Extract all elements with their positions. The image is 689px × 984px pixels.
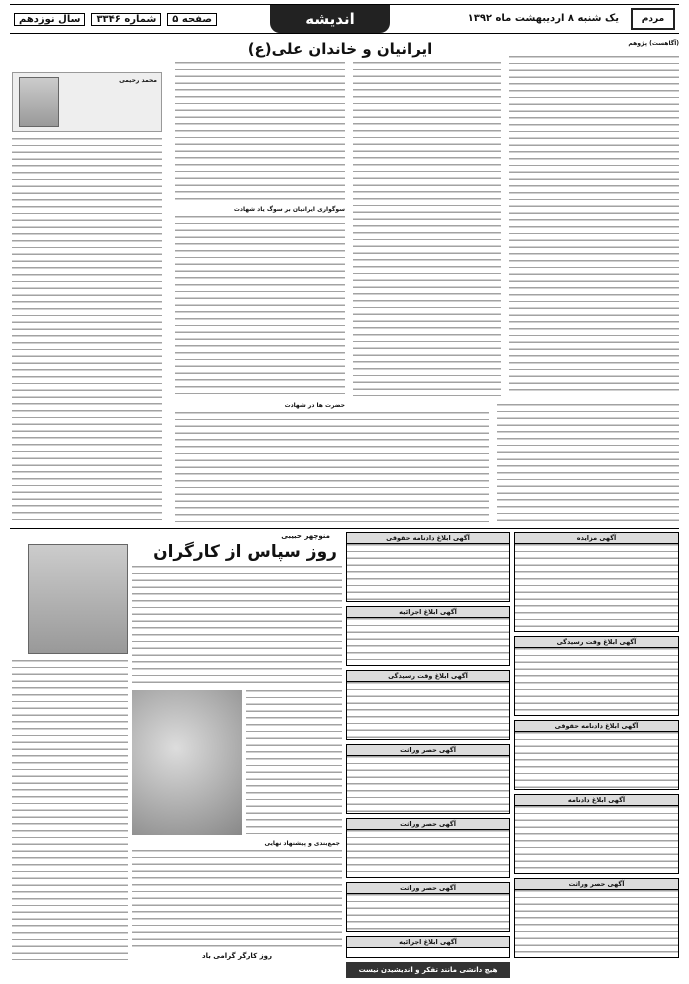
sidebar-author-name: محمد رحیمی bbox=[119, 77, 157, 84]
ad-text bbox=[347, 756, 509, 812]
ad-box-4 bbox=[346, 744, 510, 814]
ad-title: آگهی حصر وراثت bbox=[347, 883, 509, 894]
ad-title: آگهی حصر وراثت bbox=[347, 819, 509, 830]
ad-text bbox=[347, 682, 509, 738]
ad-text bbox=[347, 894, 509, 930]
ad-box-6 bbox=[346, 882, 510, 932]
ad-title: آگهی ابلاغ دادنامه حقوقی bbox=[515, 721, 678, 732]
ad-title: آگهی ابلاغ دادنامه حقوقی bbox=[347, 533, 509, 544]
ad-text bbox=[515, 648, 678, 714]
ad-title: آگهی ابلاغ وقت رسیدگی bbox=[347, 671, 509, 682]
ad-title: آگهی ابلاغ اجرائیه bbox=[347, 937, 509, 948]
ad-box-8 bbox=[514, 636, 679, 716]
ad-box-5 bbox=[346, 818, 510, 878]
masthead bbox=[10, 4, 679, 34]
feature-column-left bbox=[12, 660, 128, 960]
ad-text bbox=[515, 890, 678, 956]
feature-column-3 bbox=[132, 850, 342, 950]
main-article-column-1b bbox=[497, 404, 679, 522]
main-article-column-3b bbox=[175, 216, 345, 396]
ad-title: آگهی حصر وراثت bbox=[515, 879, 678, 890]
author-portrait bbox=[28, 544, 128, 654]
sidebar-author-box bbox=[12, 72, 162, 132]
ad-text bbox=[347, 830, 509, 876]
ad-box-1 bbox=[346, 532, 510, 602]
issue-number: شماره ۳۳۴۶ bbox=[91, 13, 161, 26]
date-line: یک شنبه ۸ اردیبهشت ماه ۱۳۹۲ bbox=[467, 13, 619, 24]
section-divider bbox=[10, 528, 679, 529]
feature-closing-line: روز کارگر گرامی باد bbox=[202, 952, 272, 960]
ad-box-3 bbox=[346, 670, 510, 740]
ad-box-11 bbox=[514, 878, 679, 958]
feature-column-2 bbox=[246, 690, 342, 835]
ad-text bbox=[515, 544, 678, 630]
ad-box-9 bbox=[514, 720, 679, 790]
ad-text bbox=[347, 618, 509, 664]
ad-text bbox=[347, 544, 509, 600]
ad-title: آگهی ابلاغ وقت رسیدگی bbox=[515, 637, 678, 648]
workers-illustration bbox=[132, 690, 242, 835]
page-number: صفحه ۵ bbox=[167, 13, 217, 26]
main-article-column-3 bbox=[175, 62, 345, 202]
ad-text bbox=[515, 806, 678, 872]
main-article-column-2 bbox=[353, 62, 501, 396]
main-article-column-1 bbox=[509, 56, 679, 396]
ad-box-7 bbox=[514, 532, 679, 632]
issue-meta bbox=[14, 13, 217, 26]
bottom-banner: هیچ دانشی مانند تفکر و اندیشیدن نیست bbox=[346, 962, 510, 978]
sidebar-column bbox=[12, 138, 162, 522]
main-article-title: ایرانیان و خاندان علی(ع) bbox=[247, 40, 433, 58]
feature-article-title: روز سپاس از کارگران bbox=[153, 542, 337, 562]
main-article-continuation bbox=[175, 412, 489, 522]
feature-caption: جمع‌بندی و پیشنهاد نهایی bbox=[264, 840, 340, 847]
newspaper-logo: مردم bbox=[631, 8, 675, 30]
ad-box-2 bbox=[346, 606, 510, 666]
article-byline: (آگاهست) پژوهم bbox=[628, 40, 679, 47]
ad-title: آگهی حصر وراثت bbox=[347, 745, 509, 756]
article-subhead: سوگواری ایرانیان بر سوگ یاد شهادت bbox=[233, 206, 345, 213]
ad-title: آگهی ابلاغ دادنامه bbox=[515, 795, 678, 806]
ad-title: آگهی ابلاغ اجرائیه bbox=[347, 607, 509, 618]
author-photo bbox=[19, 77, 59, 127]
volume-year: سال نوزدهم bbox=[14, 13, 85, 26]
ad-title: آگهی مزایده bbox=[515, 533, 678, 544]
ad-text bbox=[515, 732, 678, 788]
section-title: اندیشه bbox=[270, 5, 390, 33]
feature-column-1 bbox=[132, 566, 342, 686]
ad-box-12 bbox=[346, 936, 510, 958]
ad-box-10 bbox=[514, 794, 679, 874]
feature-author: منوچهر حبیبی bbox=[281, 532, 330, 540]
article-subhead-2: حضرت ها در شهادت bbox=[284, 402, 345, 409]
